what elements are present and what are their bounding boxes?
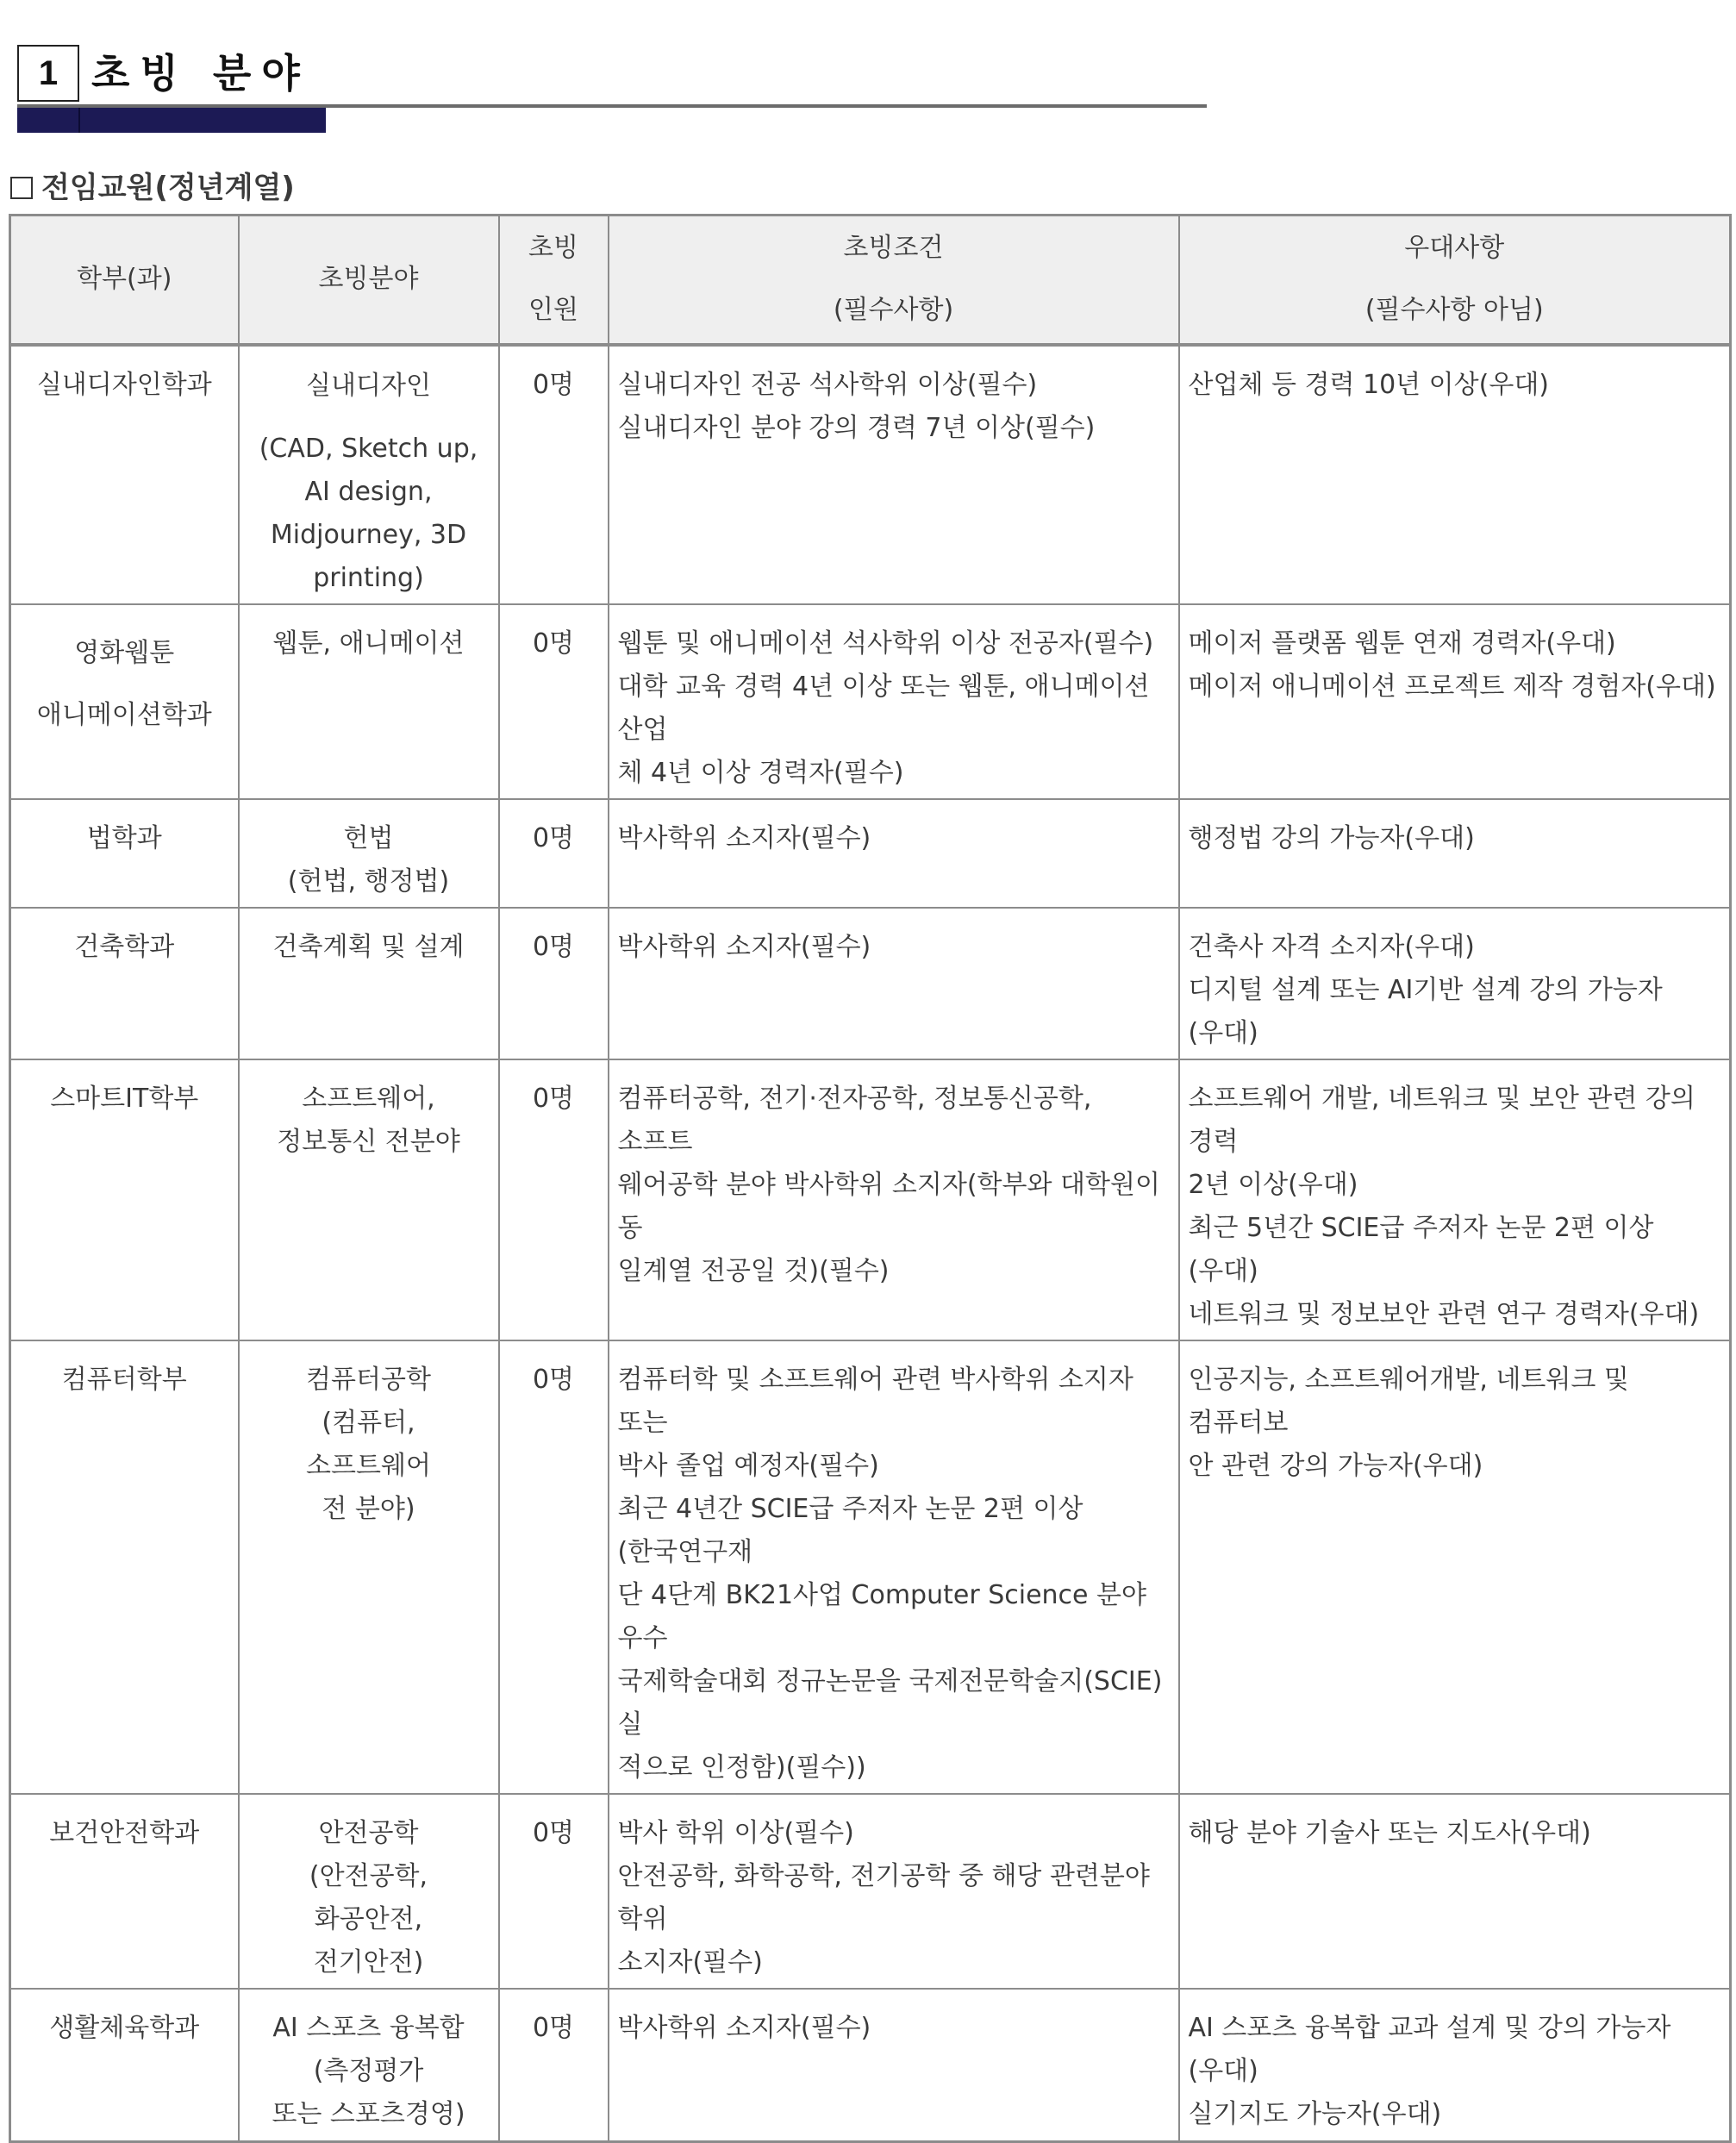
header-field <box>239 216 499 345</box>
field-cell <box>239 604 499 799</box>
checkbox-square-icon <box>10 177 33 199</box>
field-text: 웹툰, 애니메이션 <box>272 628 465 659</box>
conditions-cell <box>609 799 1179 908</box>
preferred-text: 네트워크 및 정보보안 관련 연구 경력자(우대) <box>1188 1298 1700 1329</box>
count-cell <box>499 799 609 908</box>
conditions-text: 체 4년 이상 경력자(필수) <box>617 757 904 788</box>
preferred-text: 행정법 강의 가능자(우대) <box>1188 822 1475 853</box>
conditions-text: 실내디자인 분야 강의 경력 7년 이상(필수) <box>617 412 1096 443</box>
field-text: (안전공학, <box>309 1860 428 1891</box>
header-conditions-line: (필수사항) <box>833 295 954 326</box>
table-header-row <box>10 216 1731 345</box>
field-cell <box>239 345 499 604</box>
count-cell <box>499 1059 609 1340</box>
count-text: 0명 <box>532 628 575 659</box>
conditions-text: 안전공학, 화학공학, 전기공학 중 해당 관련분야 학위 <box>617 1860 1150 1934</box>
conditions-text: 단 4단계 BK21사업 Computer Science 분야 우수 <box>617 1579 1146 1653</box>
department-text: 보건안전학과 <box>49 1817 200 1848</box>
field-cell <box>239 908 499 1059</box>
field-text: AI design, <box>304 476 433 507</box>
section-title: 초빙 분야 <box>91 50 310 97</box>
conditions-text: 실내디자인 전공 석사학위 이상(필수) <box>617 369 1038 400</box>
section-number: 1 <box>17 45 79 102</box>
table-row <box>10 1059 1731 1340</box>
field-cell <box>239 1340 499 1794</box>
preferred-cell <box>1179 1059 1731 1340</box>
heading-accent-divider <box>78 108 80 133</box>
department-cell <box>10 1794 239 1989</box>
count-cell <box>499 1340 609 1794</box>
conditions-text: 적으로 인정함)(필수)) <box>617 1752 866 1783</box>
preferred-text: 해당 분야 기술사 또는 지도사(우대) <box>1188 1817 1591 1848</box>
count-text: 0명 <box>532 822 575 853</box>
heading-accent-bar <box>17 108 326 133</box>
preferred-text: 메이저 플랫폼 웹툰 연재 경력자(우대) <box>1188 628 1616 659</box>
table-row <box>10 604 1731 799</box>
table-row <box>10 1794 1731 1989</box>
count-text: 0명 <box>532 1817 575 1848</box>
header-preferred-line: (필수사항 아님) <box>1364 295 1544 326</box>
subtitle <box>10 169 295 207</box>
field-cell <box>239 1989 499 2142</box>
conditions-text: 소지자(필수) <box>617 1946 763 1977</box>
preferred-text: 건축사 자격 소지자(우대) <box>1188 931 1475 962</box>
header-conditions-line: 초빙조건 <box>843 233 944 264</box>
conditions-text: 박사학위 소지자(필수) <box>617 931 871 962</box>
preferred-text: 메이저 애니메이션 프로젝트 제작 경험자(우대) <box>1188 671 1716 702</box>
preferred-text: 인공지능, 소프트웨어개발, 네트워크 및 컴퓨터보 <box>1188 1364 1629 1438</box>
conditions-cell <box>609 1989 1179 2142</box>
field-text: 소프트웨어, <box>302 1083 435 1114</box>
field-text: 화공안전, <box>314 1903 423 1934</box>
count-text: 0명 <box>532 1364 575 1395</box>
conditions-cell <box>609 1059 1179 1340</box>
conditions-text: 대학 교육 경력 4년 이상 또는 웹툰, 애니메이션 산업 <box>617 671 1150 745</box>
conditions-text: 최근 4년간 SCIE급 주저자 논문 2편 이상(한국연구재 <box>617 1493 1083 1567</box>
header-preferred <box>1179 216 1731 345</box>
field-text: 실내디자인 <box>306 370 431 401</box>
preferred-cell <box>1179 799 1731 908</box>
department-cell <box>10 604 239 799</box>
department-cell <box>10 1989 239 2142</box>
header-field-line: 초빙분야 <box>318 264 419 295</box>
recruitment-table <box>9 214 1732 2143</box>
department-text: 영화웹툰 <box>74 637 175 668</box>
preferred-cell <box>1179 345 1731 604</box>
department-text: 애니메이션학과 <box>36 699 212 730</box>
department-text: 스마트IT학부 <box>50 1083 199 1114</box>
count-cell <box>499 908 609 1059</box>
conditions-text: 박사학위 소지자(필수) <box>617 2012 871 2043</box>
preferred-cell <box>1179 1989 1731 2142</box>
field-text: Midjourney, 3D <box>270 519 467 550</box>
department-text: 법학과 <box>86 822 162 853</box>
conditions-cell <box>609 345 1179 604</box>
field-text: 건축계획 및 설계 <box>272 931 465 962</box>
field-text: 헌법 <box>343 822 394 853</box>
field-cell <box>239 1059 499 1340</box>
count-cell <box>499 345 609 604</box>
conditions-text: 컴퓨터공학, 전기·전자공학, 정보통신공학, 소프트 <box>617 1083 1092 1157</box>
header-conditions <box>609 216 1179 345</box>
conditions-text: 컴퓨터학 및 소프트웨어 관련 박사학위 소지자 또는 <box>617 1364 1133 1438</box>
header-department <box>10 216 239 345</box>
department-text: 실내디자인학과 <box>36 369 212 400</box>
conditions-cell <box>609 1794 1179 1989</box>
header-count-line: 인원 <box>528 295 578 326</box>
field-text: 소프트웨어 <box>306 1450 431 1481</box>
header-preferred-line: 우대사항 <box>1404 233 1505 264</box>
count-text: 0명 <box>532 931 575 962</box>
table-row <box>10 799 1731 908</box>
department-cell <box>10 345 239 604</box>
department-cell <box>10 799 239 908</box>
field-text: 전 분야) <box>322 1493 415 1524</box>
department-text: 생활체육학과 <box>49 2012 200 2043</box>
preferred-text: 실기지도 가능자(우대) <box>1188 2098 1442 2129</box>
preferred-text: AI 스포츠 융복합 교과 설계 및 강의 가능자(우대) <box>1188 2012 1671 2086</box>
count-cell <box>499 1794 609 1989</box>
table-row <box>10 345 1731 604</box>
department-text: 건축학과 <box>74 931 175 962</box>
field-text: 안전공학 <box>318 1817 419 1848</box>
table-row <box>10 908 1731 1059</box>
field-text: AI 스포츠 융복합 <box>272 2012 465 2043</box>
count-text: 0명 <box>532 1083 575 1114</box>
conditions-text: 국제학술대회 정규논문을 국제전문학술지(SCIE) 실 <box>617 1665 1163 1740</box>
subtitle-text: 전임교원(정년계열) <box>41 171 295 205</box>
preferred-cell <box>1179 1794 1731 1989</box>
header-department-line: 학부(과) <box>77 264 172 295</box>
department-cell <box>10 1340 239 1794</box>
preferred-text: 안 관련 강의 가능자(우대) <box>1188 1450 1483 1481</box>
department-cell <box>10 1059 239 1340</box>
field-text: (측정평가 <box>313 2055 424 2086</box>
field-cell <box>239 1794 499 1989</box>
preferred-text: 디지털 설계 또는 AI기반 설계 강의 가능자(우대) <box>1188 974 1663 1048</box>
preferred-text: 산업체 등 경력 10년 이상(우대) <box>1188 369 1550 400</box>
conditions-text: 웨어공학 분야 박사학위 소지자(학부와 대학원이 동 <box>617 1169 1160 1243</box>
department-text: 컴퓨터학부 <box>61 1364 187 1395</box>
conditions-text: 박사 졸업 예정자(필수) <box>617 1450 879 1481</box>
header-count <box>499 216 609 345</box>
preferred-cell <box>1179 604 1731 799</box>
field-text: printing) <box>313 562 424 593</box>
section-heading <box>17 45 1207 134</box>
conditions-text: 박사 학위 이상(필수) <box>617 1817 854 1848</box>
count-cell <box>499 604 609 799</box>
field-cell <box>239 799 499 908</box>
conditions-cell <box>609 604 1179 799</box>
preferred-text: 소프트웨어 개발, 네트워크 및 보안 관련 강의 경력 <box>1188 1083 1695 1157</box>
count-text: 0명 <box>532 369 575 400</box>
field-text: 컴퓨터공학 <box>306 1364 431 1395</box>
preferred-text: 최근 5년간 SCIE급 주저자 논문 2편 이상(우대) <box>1188 1212 1654 1286</box>
field-text: (컴퓨터, <box>322 1407 415 1438</box>
field-text: 전기안전) <box>313 1946 424 1977</box>
table-row <box>10 1340 1731 1794</box>
field-text: 정보통신 전분야 <box>277 1126 460 1157</box>
conditions-text: 웹툰 및 애니메이션 석사학위 이상 전공자(필수) <box>617 628 1154 659</box>
conditions-text: 일계열 전공일 것)(필수) <box>617 1255 890 1286</box>
header-count-line: 초빙 <box>528 233 578 264</box>
preferred-cell <box>1179 908 1731 1059</box>
field-text: 또는 스포츠경영) <box>272 2098 465 2129</box>
preferred-cell <box>1179 1340 1731 1794</box>
preferred-text: 2년 이상(우대) <box>1188 1169 1358 1200</box>
table-row <box>10 1989 1731 2142</box>
department-cell <box>10 908 239 1059</box>
field-text: (CAD, Sketch up, <box>259 433 478 464</box>
count-text: 0명 <box>532 2012 575 2043</box>
field-text: (헌법, 행정법) <box>287 865 450 897</box>
count-cell <box>499 1989 609 2142</box>
conditions-cell <box>609 908 1179 1059</box>
conditions-text: 박사학위 소지자(필수) <box>617 822 871 853</box>
table-body <box>10 345 1731 2142</box>
conditions-cell <box>609 1340 1179 1794</box>
